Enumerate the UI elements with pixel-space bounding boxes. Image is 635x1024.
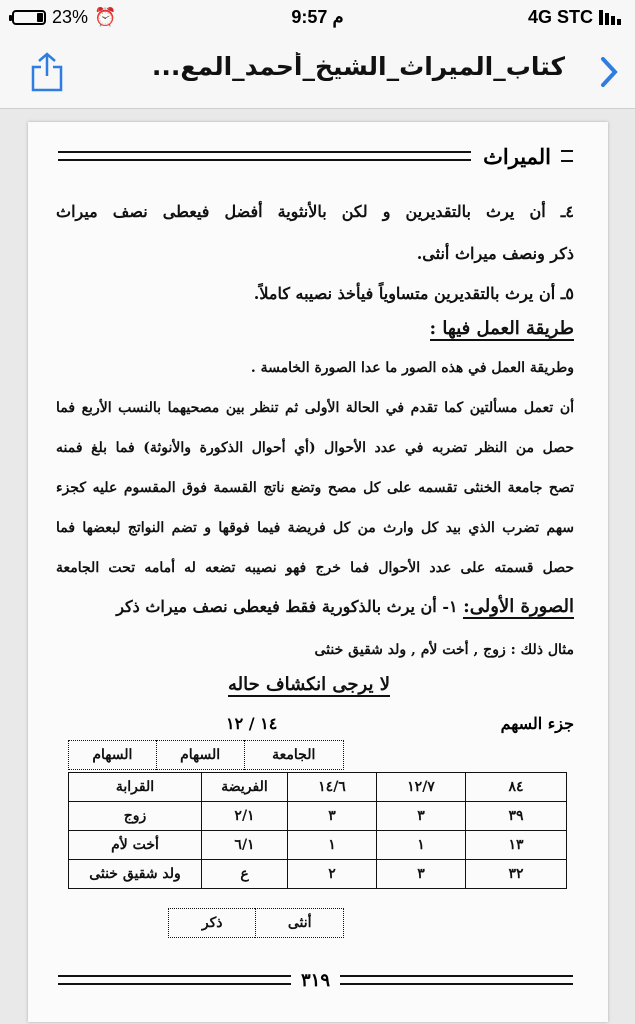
status-bar — [0, 0, 635, 34]
first-case-text: ١- أن يرث بالذكورية فقط فيعطى نصف ميراث ذكر — [116, 597, 458, 616]
header-jamea-value: ٨٤ — [466, 773, 567, 802]
status-time: 9:57 م — [291, 7, 344, 27]
header-rule — [58, 151, 471, 161]
cell-qaraba: ولد شقيق خنثى — [69, 860, 202, 889]
table-row — [69, 831, 567, 860]
text-line-4b: ذكر ونصف ميراث أنثى. — [416, 244, 574, 263]
cell-jamea: ٣٢ — [466, 860, 567, 889]
top-cell-jamea: الجامعة — [244, 741, 344, 770]
bottom-cell-female: أنثى — [256, 909, 344, 938]
footer-rule-right — [340, 975, 573, 985]
bottom-cell-male: ذكر — [169, 909, 256, 938]
alarm-icon: ⏰ — [94, 7, 117, 27]
table-top — [68, 740, 344, 770]
document-title: كتاب_الميراث_الشيخ_أحمد_المع... — [151, 52, 565, 81]
text-line-4: ٤ـ أن يرث بالتقديرين و لكن بالأنثوية أفضل فيعطى نصف ميراث — [56, 202, 574, 221]
sahm-values: ١٤ / ١٢ — [226, 714, 278, 733]
cell-qaraba: زوج — [69, 802, 202, 831]
cell-female: ١ — [377, 831, 466, 860]
footer-rule-left — [58, 975, 291, 985]
no-hope-heading: لا يرجى انكشاف حاله — [228, 674, 391, 695]
method-intro: وطريقة العمل في هذه الصور ما عدا الصورة الخامسة . — [250, 360, 574, 376]
paragraph-line-5: حصل قسمته على عدد الأحوال فما خرج فهو نصيبه تضعه له أمامه تحت الجامعة — [56, 560, 574, 576]
share-icon[interactable] — [30, 52, 64, 92]
cell-fareeda: ٦/١ — [202, 831, 288, 860]
header-female-ratio: ١٢/٧ — [377, 773, 466, 802]
network-label: 4G STC — [527, 7, 593, 27]
table-bottom — [168, 908, 344, 938]
status-right — [528, 7, 621, 28]
method-heading: طريقة العمل فيها : — [429, 318, 574, 339]
text-line-5: ٥ـ أن يرث بالتقديرين متساوياً فيأخذ نصيبه كاملاً. — [253, 284, 574, 303]
paragraph-line-1: أن تعمل مسألتين كما تقدم في الحالة الأولى ثم تنظر بين مصحيهما بالنسب الأربع فما — [56, 400, 574, 416]
cell-male: ٢ — [288, 860, 377, 889]
page-number: ٣١٩ — [301, 969, 331, 991]
cell-jamea: ٣٩ — [466, 802, 567, 831]
inheritance-table — [68, 772, 567, 889]
header-male-ratio: ١٤/٦ — [288, 773, 377, 802]
first-case-line — [56, 596, 574, 617]
header-fareeda: الفريضة — [202, 773, 288, 802]
sahm-label: جزء السهم — [500, 714, 574, 733]
table-row — [69, 860, 567, 889]
table-row — [69, 802, 567, 831]
paragraph-line-3: تصح جامعة الخنثى تقسمه على كل مصح وتضع ناتج القسمة فوق المقسوم عليه كجزء — [56, 480, 574, 496]
document-page — [28, 122, 608, 1022]
paragraph-line-4: سهم تضرب الذي بيد كل وارث من كل فريضة فيما فوقها و تضم النواتج لبعضها فما — [56, 520, 574, 536]
cell-qaraba: أخت لأم — [69, 831, 202, 860]
cell-jamea: ١٣ — [466, 831, 567, 860]
cell-male: ١ — [288, 831, 377, 860]
paragraph-line-2: حصل من النظر تضربه في عدد الأحوال (أي أحوال الذكورة والأنوثة) فما بلغ فمنه — [56, 440, 574, 456]
cell-male: ٣ — [288, 802, 377, 831]
signal-icon — [599, 10, 621, 25]
example-line: مثال ذلك : زوج , أخت لأم , ولد شقيق خنثى — [314, 642, 574, 658]
navigation-bar — [0, 34, 635, 109]
header-qaraba: القرابة — [69, 773, 202, 802]
page-header — [58, 144, 573, 168]
battery-percent: 23% — [52, 7, 89, 27]
top-cell-sihaam-1: السهام — [156, 741, 244, 770]
header-title: الميراث — [483, 143, 551, 169]
page-footer — [58, 970, 573, 990]
top-cell-sihaam-2: السهام — [69, 741, 157, 770]
cell-female: ٣ — [377, 802, 466, 831]
back-chevron-icon[interactable] — [599, 56, 619, 88]
first-case-label: الصورة الأولى: — [463, 596, 574, 617]
cell-fareeda: ع — [202, 860, 288, 889]
table-header-row — [69, 773, 567, 802]
cell-female: ٣ — [377, 860, 466, 889]
cell-fareeda: ٢/١ — [202, 802, 288, 831]
header-mark — [561, 150, 573, 162]
